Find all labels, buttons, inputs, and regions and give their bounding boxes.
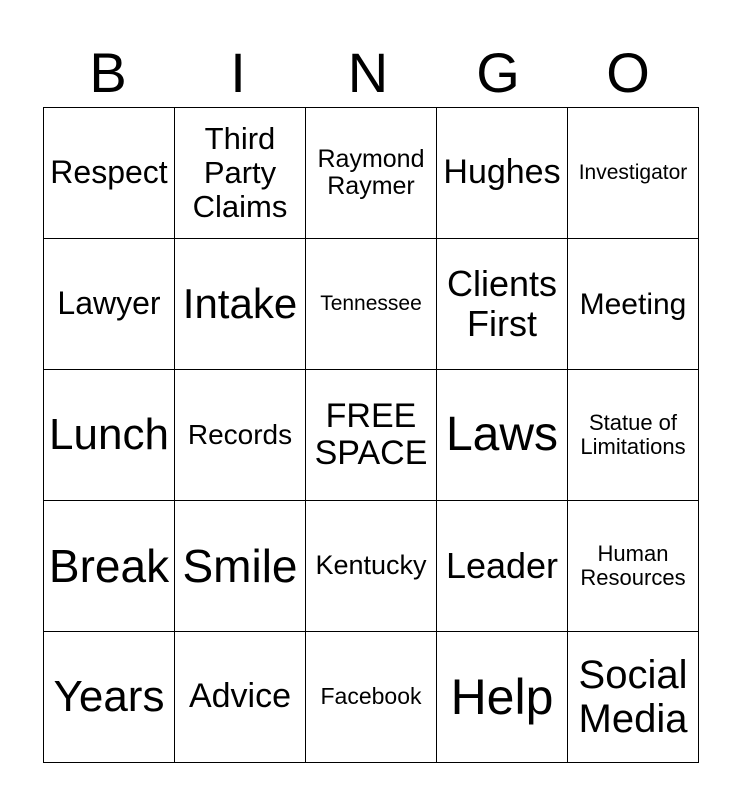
cell-label-line: Claims [192, 189, 288, 225]
cell-label-line: Years [53, 671, 165, 721]
header-letter-n: N [347, 41, 389, 104]
bingo-cell[interactable] [175, 501, 306, 632]
cell-label-line: Intake [182, 279, 298, 327]
bingo-cell[interactable] [306, 239, 437, 370]
cell-label-line: Smile [182, 539, 298, 592]
cell-label-line: Media [578, 697, 688, 741]
board-row [44, 370, 699, 501]
bingo-cell[interactable] [44, 501, 175, 632]
bingo-cell[interactable] [306, 108, 437, 239]
cell-label-line: Facebook [320, 683, 422, 710]
cell-label-line: Investigator [578, 161, 688, 185]
cell-label-line: Meeting [579, 287, 687, 321]
bingo-board [43, 107, 699, 763]
cell-label-line: Tennessee [320, 292, 422, 316]
cell-label-line: SPACE [314, 434, 428, 472]
bingo-cell[interactable] [437, 632, 568, 763]
cell-label-line: Raymer [327, 172, 415, 200]
bingo-cell[interactable] [44, 239, 175, 370]
cell-label-line: Human [597, 540, 669, 566]
bingo-cell[interactable] [44, 370, 175, 501]
bingo-cell[interactable] [44, 108, 175, 239]
cell-label-line: Help [450, 668, 554, 725]
cell-label-line: Advice [188, 677, 292, 716]
cell-label-line: Leader [445, 545, 559, 587]
cell-label-line: Hughes [443, 153, 561, 192]
header-letter-i: I [230, 41, 246, 104]
board-row [44, 239, 699, 370]
cell-label-line: Limitations [580, 434, 686, 459]
cell-label-line: Party [203, 154, 277, 190]
bingo-cell[interactable] [437, 239, 568, 370]
bingo-cell[interactable] [175, 370, 306, 501]
cell-label-line: Third [204, 120, 276, 156]
cell-label-line: Raymond [317, 144, 425, 173]
bingo-cell[interactable] [306, 501, 437, 632]
cell-label-line: Lawyer [57, 285, 161, 322]
cell-label-line: Laws [445, 407, 559, 461]
bingo-cell[interactable] [437, 370, 568, 501]
bingo-cell[interactable] [568, 239, 699, 370]
bingo-cell[interactable] [568, 108, 699, 239]
header-letter-o: O [606, 41, 650, 104]
bingo-cell[interactable] [175, 632, 306, 763]
bingo-header [43, 38, 693, 108]
cell-label-line: Respect [50, 154, 168, 191]
cell-label-line: Clients [446, 263, 558, 305]
bingo-cell[interactable] [44, 632, 175, 763]
cell-label-line: Statue of [588, 409, 678, 435]
board-row [44, 632, 699, 763]
bingo-cell[interactable] [568, 370, 699, 501]
bingo-cell[interactable] [175, 108, 306, 239]
cell-label-line: FREE [325, 396, 417, 435]
bingo-cell[interactable] [306, 370, 437, 501]
cell-label-line: Resources [580, 565, 686, 590]
header-letter-g: G [476, 41, 520, 104]
cell-label-line: Kentucky [315, 550, 427, 581]
header-letter-b: B [89, 41, 127, 104]
cell-label-line: Lunch [49, 409, 169, 459]
bingo-cell[interactable] [175, 239, 306, 370]
cell-label-line: First [467, 303, 537, 344]
bingo-cell[interactable] [306, 632, 437, 763]
bingo-cell[interactable] [568, 501, 699, 632]
bingo-cell[interactable] [437, 108, 568, 239]
bingo-cell[interactable] [568, 632, 699, 763]
board-row [44, 501, 699, 632]
cell-label-line: Records [187, 418, 293, 450]
cell-label-line: Break [48, 539, 170, 592]
board-row [44, 108, 699, 239]
cell-label-line: Social [578, 653, 688, 697]
bingo-cell[interactable] [437, 501, 568, 632]
